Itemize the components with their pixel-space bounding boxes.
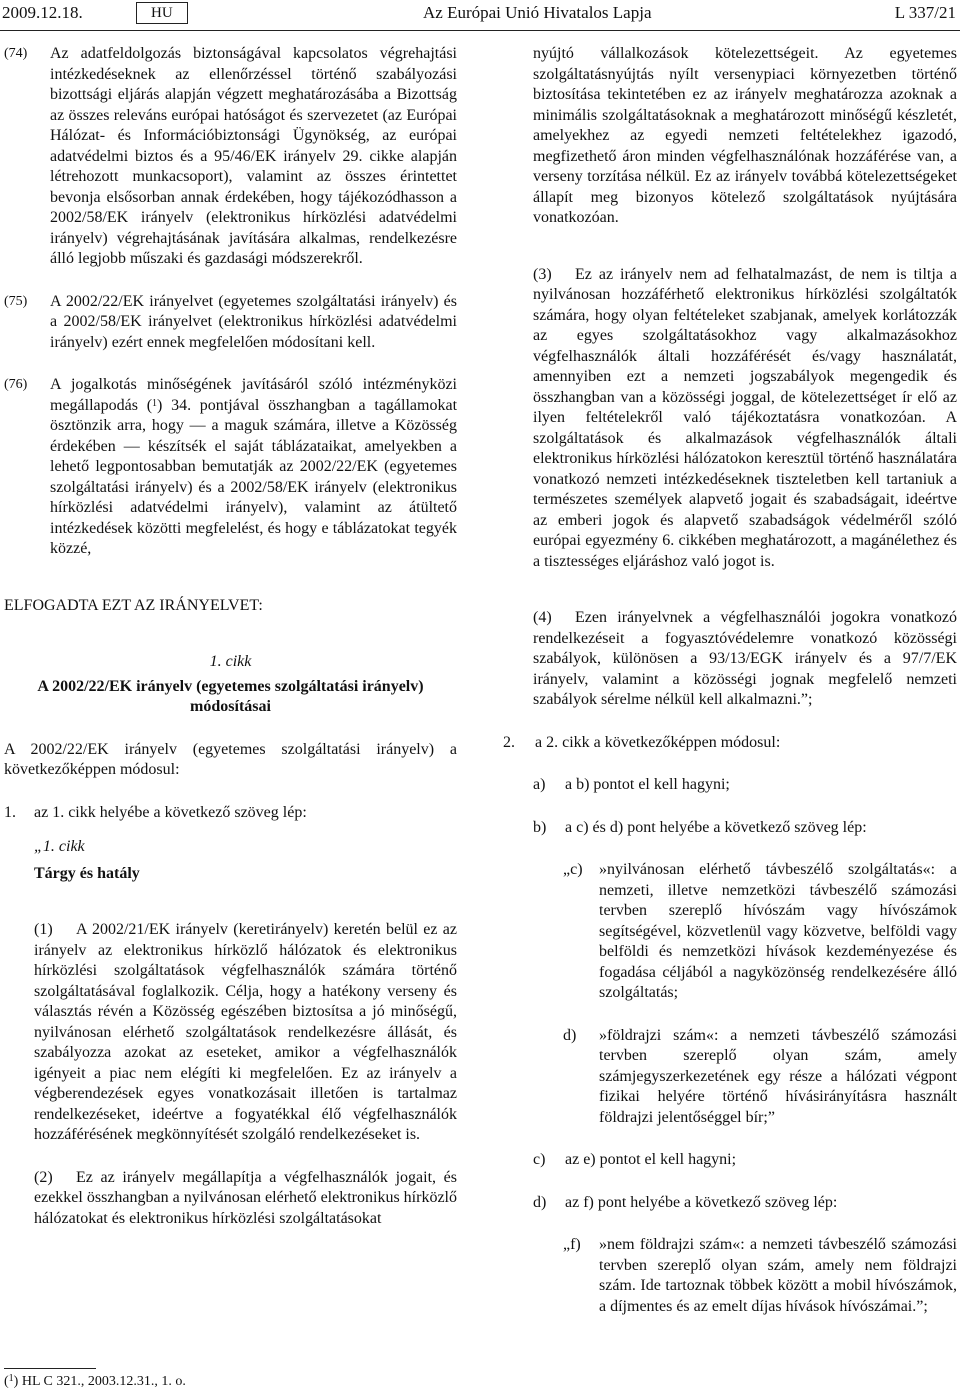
journal-title: Az Európai Unió Hivatalos Lapja xyxy=(423,3,652,22)
quoted-article-title: Tárgy és hatály xyxy=(34,864,140,882)
page-header xyxy=(0,0,960,30)
footnote-mark: 1 xyxy=(8,1373,14,1384)
recital-text-part: A jogalkotás minőségének javításáról szóló intézményközi megállapodás ( xyxy=(50,376,457,414)
sub-item-b xyxy=(533,818,957,839)
sub-item-d xyxy=(533,1193,957,1214)
quoted-para-3 xyxy=(533,265,957,573)
quoted-para-4 xyxy=(533,608,957,711)
recital-number: (76) xyxy=(4,377,28,392)
para-text: A 2002/21/EK irányelv (keretirányelv) keretén belül ez az irányelv az elektronikus hírközlő hálózatok és elektronikus hírközlési szolgáltatások végfelhasználók számára történő szolgáltatásával foglalkozik. Célja, hogy a hatékony verseny és választás révén a Közösség egészében biztosítsa a jó minőségű, nyilvánosan elérhető szolgáltatások rendelkezésre állását, és szabályozza azokat az eseteket, amikor a végfelhasználók igényeit a piac nem elégíti ki megfelelően. Ez az irányelv a végberendezések egyes vonatkozásait illetően is tartalmaz rendelkezéseket, ideértve a fogyatékkal élő végfelhasználók hozzáférésének megkönnyítését szolgáló rendelkezéseket is. xyxy=(34,921,457,1143)
header-divider xyxy=(0,30,960,31)
left-column xyxy=(4,44,457,1229)
para-number: (3) xyxy=(533,265,552,283)
sub-item-letter: c) xyxy=(533,1151,546,1168)
recital-74 xyxy=(4,44,457,270)
amendment-item-1 xyxy=(4,803,457,824)
sub-item-text: az f) pont helyébe a következő szöveg lép: xyxy=(565,1193,838,1211)
definition-letter: „f) xyxy=(563,1236,581,1253)
footnote-text: ) HL C 321., 2003.12.31., 1. o. xyxy=(13,1374,186,1389)
quoted-para-2-continued: nyújtó vállalkozások kötelezettségeit. Az egyetemes szolgáltatásnyújtás nyílt versenypiaci környezetben történő biztosítása tekintetében ez az irányelv meghatározza azoknak a minimális szolgáltatásoknak a meghatározott minőségű készletét, amelyekhez az egyedi nemzeti feltételekhez igazodó, megfizethető áron minden végfelhasználónak hozzáférése van, a verseny torzítása nélkül. Ez az irányelv továbbá kötelezettségeket állapít meg bizonyos kötelező szolgáltatások nyújtására vonatkozóan. xyxy=(533,45,957,226)
amendment-item-2 xyxy=(503,733,957,754)
sub-item-text: a c) és d) pont helyébe a következő szöveg lép: xyxy=(565,818,867,836)
definition-text: »nem földrajzi szám«: a nemzeti távbeszélő számozási tervben szereplő olyan szám, amely nem földrajzi szám. Ide tartoznak többek között a mobil hívószámok, a díjmentes és az emelt díjas hívások hívószámai.”; xyxy=(599,1236,957,1315)
item-text: az 1. cikk helyébe a következő szöveg lép: xyxy=(34,803,307,821)
recital-76 xyxy=(4,375,457,560)
article-intro: A 2002/22/EK irányelv (egyetemes szolgáltatási irányelv) a következőképpen módosul: xyxy=(4,740,457,778)
definition-letter: „c) xyxy=(563,861,583,878)
recital-text: Az adatfeldolgozás biztonságával kapcsolatos végrehajtási intézkedéseknek az ellenőrzéssel történő szabályozási bizottsági eljárás alapján végzett meghatározásába a Bizottság az összes releváns európai hatóságot és szervezetet (az Európai Hálózat- és Információbiztonsági Ügynökség, az európai adatvédelmi biztos és a 95/46/EK irányelv 29. cikke alapján létrehozott munkacsoport), valamint az összes érintettet bevonja elsősorban annak érdekében, hogy tájékozódhasson a 2002/58/EK irányelv (elektronikus hírközlési adatvédelmi irányelv) végrehajtásának javítására alkalmas, rendelkezésre álló legjobb műszaki és gazdasági módszerekről. xyxy=(50,45,457,267)
sub-item-letter: a) xyxy=(533,776,546,793)
para-number: (2) xyxy=(34,1168,53,1186)
item-number: 1. xyxy=(4,803,16,821)
quoted-definition-d xyxy=(533,1026,957,1129)
article-title: A 2002/22/EK irányelv (egyetemes szolgáltatási irányelv) módosításai xyxy=(37,677,424,715)
sub-item-c xyxy=(533,1150,957,1171)
sub-item-text: a b) pontot el kell hagyni; xyxy=(565,776,730,793)
publication-date: 2009.12.18. xyxy=(2,3,83,22)
item-number: 2. xyxy=(503,733,515,751)
definition-text: »földrajzi szám«: a nemzeti távbeszélő számozási tervben szereplő olyan szám, amely számjegyszerkezetének egy része a hálózati végpont fizikai helyére történő hívásirányításra használt földrajzi jelentőséggel bír;” xyxy=(599,1026,957,1126)
footnote: ($^1$) HL C 321., 2003.12.31., 1. o. xyxy=(4,1373,186,1389)
recital-75 xyxy=(4,292,457,354)
adoption-formula: ELFOGADTA EZT AZ IRÁNYELVET: xyxy=(4,596,263,614)
definition-text: »nyilvánosan elérhető távbeszélő szolgáltatás«: a nemzeti, illetve nemzetközi távbeszélő számozási tervben szereplő hívószám vagy hívószámok segítségével, közvetlenül vagy közvetve, belföldi vagy belföldi és nemzetközi hívások kezdeményezése és fogadása céljából a nagyközönség rendelkezésére álló szolgáltatás; xyxy=(599,861,957,1001)
recital-number: (74) xyxy=(4,46,28,61)
sub-item-letter: b) xyxy=(533,818,547,836)
para-number: (4) xyxy=(533,609,552,626)
quoted-article-label: „1. cikk xyxy=(34,838,85,855)
definition-letter: d) xyxy=(563,1026,577,1044)
recital-number: (75) xyxy=(4,293,28,309)
sub-item-text: az e) pontot el kell hagyni; xyxy=(565,1151,737,1168)
article-label: 1. cikk xyxy=(209,653,252,670)
para-text: Ez az irányelv megállapítja a végfelhasználók jogait, és ezekkel összhangban a nyilvánosan elérhető elektronikus hírközlő hálózatokat és elektronikus hírközlési szolgáltatásokat xyxy=(34,1168,457,1227)
quoted-para-1 xyxy=(4,920,457,1146)
right-column xyxy=(503,44,957,1317)
recital-text: A 2002/22/EK irányelvet (egyetemes szolgáltatási irányelv) és a 2002/58/EK irányelvet (elektronikus hírközlési adatvédelmi irányelv) ezért ennek megfelelően módosítani kell. xyxy=(50,292,457,351)
quoted-para-2 xyxy=(4,1168,457,1230)
item-text: a 2. cikk a következőképpen módosul: xyxy=(535,733,781,751)
quoted-definition-f xyxy=(533,1235,957,1317)
language-badge: HU xyxy=(136,2,188,24)
para-number: (1) xyxy=(34,921,53,938)
para-text: Ez az irányelv nem ad felhatalmazást, de nem is tiltja a nyilvánosan hozzáférhető elektronikus hírközlési szolgáltatók számára, hogy olyan feltételeket szabjanak, amelyek korlátozzák az egyes szolgáltatásokhoz vagy alkalmazásokhoz végfelhasználók általi hozzáférését és/vagy használatát, amennyiben ezt a nemzeti jogszabályok megengedik és összhangban van a közösségi joggal, de kötelezettséget ír elő az ilyen feltételekről való tájékoztatásra vonatkozóan. A szolgáltatások és alkalmazások végfelhasználók általi elektronikus hírközlési hálózatokon keresztül történő használatára vonatkozó nemzeti intézkedéseknek tiszteletben kell tartaniuk a természetes személyek alapvető jogait és szabadságait, ideértve az emberi jogok és alapvető szabadságok védelméről szóló európai egyezmény 6. cikkében meghatározott, a magánélethez és a tisztességes eljáráshoz való jogot is. xyxy=(533,265,957,570)
footnote-ref[interactable]: 1 xyxy=(152,397,158,409)
footnote-divider xyxy=(4,1368,96,1369)
para-text: Ezen irányelvnek a végfelhasználói jogokra vonatkozó rendelkezéseit a fogyasztóvédelemre vonatkozó közösségi szabályok, különösen a 93/13/EGK irányelv és a 97/7/EK irányelv, valamint a közösségi jognak megfelelő nemzeti szabályok sérelme nélkül kell alkalmazni.”; xyxy=(533,609,957,708)
quoted-definition-c xyxy=(533,860,957,1004)
recital-text-part: ) 34. pontjával összhangban a tagállamokat ösztönzik arra, hogy — a maguk számára, illetve a Közösség érdekében — készítsék el saját táblázataikat, amelyekben a lehető legpontosabban bemutatják az 2002/22/EK (egyetemes szolgáltatási irányelv) és a 2002/58/EK irányelv (elektronikus hírközlési adatvédelmi irányelv), valamint az átültető intézkedések közötti megfelelést, és hogy e táblázatokat tegyék közzé, xyxy=(50,396,458,557)
sub-item-a xyxy=(533,775,957,796)
sub-item-letter: d) xyxy=(533,1193,547,1211)
recital-text xyxy=(4,375,457,560)
page-reference: L 337/21 xyxy=(894,3,956,22)
